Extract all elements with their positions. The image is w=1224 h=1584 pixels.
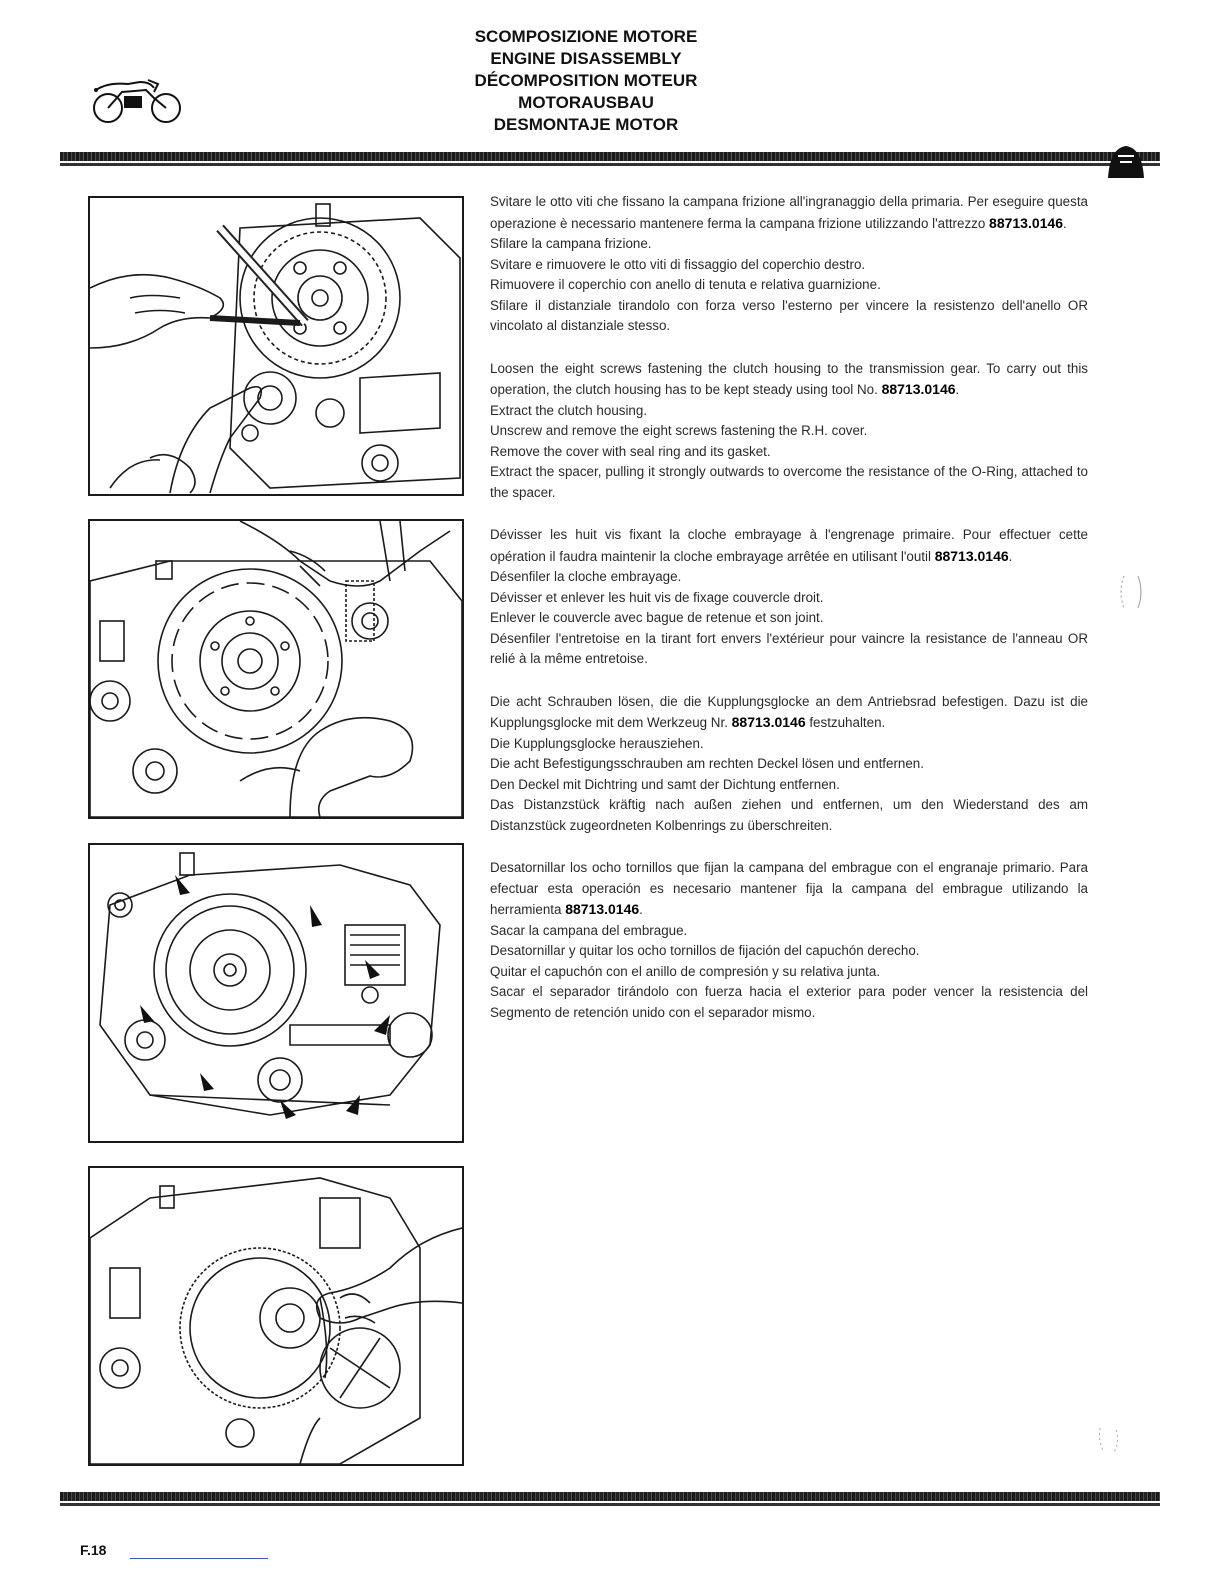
fr-step-5: Désenfiler l'entretoise en la tirant fort envers l'extérieur pour vaincre la resistance de l'anneau OR relié à la même entretoise. bbox=[490, 630, 1088, 666]
page-number: F.18 bbox=[80, 1542, 107, 1558]
scan-artifact-mark bbox=[1094, 1418, 1124, 1458]
de-step-1: Die acht Schrauben lösen, die die Kupplungsglocke an dem Antriebsrad befestigen. Dazu ist die Kupplungsglocke mit dem Werkzeug Nr. 88713.0146 festzuhalten. bbox=[490, 693, 1088, 730]
fr-step-4: Enlever le couvercle avec bague de retenue et son joint. bbox=[490, 610, 824, 625]
engine-illustration-2 bbox=[90, 521, 462, 817]
top-divider bbox=[60, 152, 1160, 161]
tool-code: 88713.0146 bbox=[731, 714, 806, 730]
spacer-extraction-figure bbox=[88, 1166, 464, 1466]
title-es: DESMONTAJE MOTOR bbox=[493, 115, 679, 134]
es-step-1: Desatornillar los ocho tornillos que fijan la campana del embrague con el engranaje primario. Para efectuar esta operación es necesario mantener fija la campana del embrague utilizando la herramienta 88713.0146. bbox=[490, 860, 1088, 917]
es-step-2: Sacar la campana del embrague. bbox=[490, 922, 688, 938]
title-en: ENGINE DISASSEMBLY bbox=[490, 49, 682, 68]
page-number-underline bbox=[130, 1558, 268, 1559]
it-step-2: Sfilare la campana frizione. bbox=[490, 236, 652, 251]
instructions-es bbox=[490, 858, 1088, 1023]
engine-illustration-1 bbox=[90, 198, 462, 494]
es-step-3: Desatornillar y quitar los ocho tornillos de fijación del capuchón derecho. bbox=[490, 943, 920, 958]
title-it: SCOMPOSIZIONE MOTORE bbox=[474, 27, 698, 46]
instructions-text bbox=[490, 192, 1088, 1045]
title-fr: DÉCOMPOSITION MOTEUR bbox=[474, 71, 698, 90]
it-step-3: Svitare e rimuovere le otto viti di fissaggio del coperchio destro. bbox=[490, 256, 866, 272]
de-step-3: Die acht Befestigungsschrauben am rechten Deckel lösen und entfernen. bbox=[490, 756, 924, 771]
engine-illustration-4 bbox=[90, 1168, 462, 1464]
page-header bbox=[400, 26, 772, 136]
de-step-4: Den Deckel mit Dichtring und samt der Dichtung entfernen. bbox=[490, 776, 840, 792]
instructions-de bbox=[490, 692, 1088, 837]
en-step-1: Loosen the eight screws fastening the clutch housing to the transmission gear. To carry out this operation, the clutch housing has to be kept steady using tool No. 88713.0146. bbox=[490, 360, 1088, 397]
motorcycle-icon bbox=[88, 72, 188, 126]
de-step-2: Die Kupplungsglocke herausziehen. bbox=[490, 735, 704, 751]
en-step-5: Extract the spacer, pulling it strongly outwards to overcome the resistance of the O-Ring, attached to the spacer. bbox=[490, 464, 1088, 500]
title-de: MOTORAUSBAU bbox=[518, 93, 654, 112]
fr-step-3: Dévisser et enlever les huit vis de fixage couvercle droit. bbox=[490, 589, 824, 605]
instructions-fr bbox=[490, 525, 1088, 670]
fr-step-2: Désenfiler la cloche embrayage. bbox=[490, 569, 682, 584]
engine-illustration-3 bbox=[90, 845, 462, 1141]
scan-artifact-mark bbox=[1116, 572, 1146, 612]
es-step-5: Sacar el separador tirándolo con fuerza hacia el exterior para poder vencer la resistencia del Segmento de retención unido con el separador mismo. bbox=[490, 984, 1088, 1020]
bottom-divider bbox=[60, 1492, 1160, 1501]
es-step-4: Quitar el capuchón con el anillo de compresión y su relativa junta. bbox=[490, 963, 881, 979]
it-step-1: Svitare le otto viti che fissano la campana frizione all'ingranaggio della primaria. Per eseguire questa operazione è necessario mantenere ferma la campana frizione utilizzando l'attrezzo 88713.0146. bbox=[490, 194, 1088, 231]
instructions-it bbox=[490, 192, 1088, 337]
fr-step-1: Dévisser les huit vis fixant la cloche embrayage à l'engrenage primaire. Pour effectuer cette opération il faudra maintenir la cloche embrayage arrêtée en utilisant l'outil 88713.0146. bbox=[490, 527, 1088, 564]
clutch-housing-hold-tool-figure bbox=[88, 196, 464, 496]
right-cover-screws-figure bbox=[88, 843, 464, 1143]
en-step-4: Remove the cover with seal ring and its gasket. bbox=[490, 443, 771, 459]
it-step-5: Sfilare il distanziale tirandolo con forza verso l'esterno per vincere la resistenzo dell'anello OR vincolato al distanziale stesso. bbox=[490, 297, 1088, 333]
en-step-2: Extract the clutch housing. bbox=[490, 402, 648, 418]
instructions-en bbox=[490, 359, 1088, 504]
tool-code: 88713.0146 bbox=[989, 214, 1063, 231]
de-step-5: Das Distanzstück kräftig nach außen ziehen und entfernen, um den Wiederstand des am Distanzstück zugeordneten Kolbenrings zu überschreiten. bbox=[490, 797, 1088, 833]
section-tab-icon bbox=[1100, 140, 1152, 182]
it-step-4: Rimuovere il coperchio con anello di tenuta e relativa guarnizione. bbox=[490, 277, 881, 292]
tool-code: 88713.0146 bbox=[565, 901, 640, 917]
tool-code: 88713.0146 bbox=[881, 381, 956, 397]
tool-code: 88713.0146 bbox=[934, 547, 1009, 564]
en-step-3: Unscrew and remove the eight screws fastening the R.H. cover. bbox=[490, 423, 868, 438]
clutch-housing-removal-figure bbox=[88, 519, 464, 819]
